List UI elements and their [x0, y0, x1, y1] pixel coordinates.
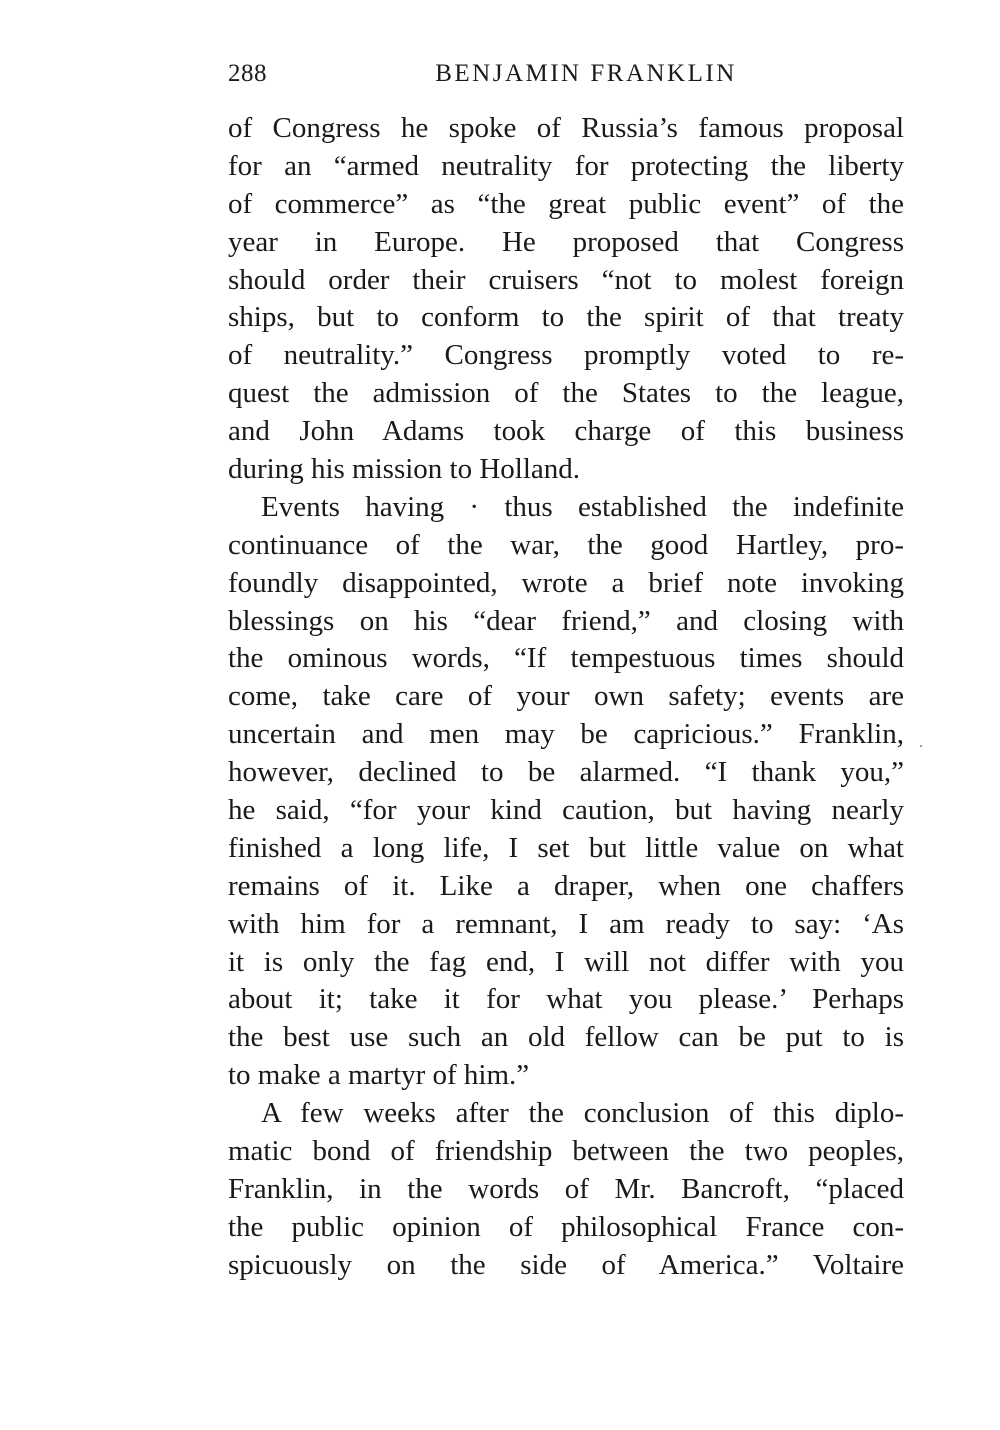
- text-line: continuance of the war, the good Hartley, pro-: [228, 528, 904, 561]
- text-line: remains of it. Like a draper, when one chaffers: [228, 869, 904, 902]
- text-line: the ominous words, “If tempestuous times should: [228, 642, 904, 675]
- text-line: however, declined to be alarmed. “I thank you,”: [228, 756, 904, 789]
- text-line: for an “armed neutrality for protecting the liberty: [228, 149, 904, 182]
- scan-speck: [920, 745, 922, 747]
- text-line: and John Adams took charge of this business: [228, 415, 904, 448]
- text-line: the best use such an old fellow can be put to is: [228, 1021, 904, 1054]
- text-line: to make a martyr of him.”: [228, 1059, 530, 1092]
- text-line: during his mission to Holland.: [228, 453, 581, 486]
- text-line: blessings on his “dear friend,” and closing with: [228, 604, 904, 637]
- text-line: ships, but to conform to the spirit of that treaty: [228, 301, 904, 334]
- text-line: come, take care of your own safety; events are: [228, 680, 904, 713]
- text-line: year in Europe. He proposed that Congress: [228, 225, 904, 258]
- running-head: [228, 60, 904, 90]
- text-line: the public opinion of philosophical France con-: [228, 1210, 904, 1243]
- text-line: spicuously on the side of America.” Voltaire: [228, 1248, 904, 1281]
- text-line: Franklin, in the words of Mr. Bancroft, “placed: [228, 1172, 904, 1205]
- text-line: Events having · thus established the indefinite: [261, 490, 904, 523]
- text-line: about it; take it for what you please.’ Perhaps: [228, 983, 904, 1016]
- text-line: should order their cruisers “not to molest foreign: [228, 263, 904, 296]
- text-line: with him for a remnant, I am ready to say: ‘As: [228, 907, 904, 940]
- text-line: he said, “for your kind caution, but having nearly: [228, 794, 904, 827]
- paragraph: [228, 1095, 904, 1284]
- paragraph: [228, 110, 904, 489]
- text-line: finished a long life, I set but little value on what: [228, 831, 904, 864]
- body-text: [228, 110, 904, 1285]
- paragraph: [228, 489, 904, 1095]
- text-line: foundly disappointed, wrote a brief note invoking: [228, 566, 904, 599]
- running-title: BENJAMIN FRANKLIN: [435, 60, 737, 87]
- text-line: matic bond of friendship between the two peoples,: [228, 1135, 904, 1168]
- text-line: quest the admission of the States to the league,: [228, 377, 904, 410]
- text-line: A few weeks after the conclusion of this diplo-: [261, 1097, 904, 1130]
- text-line: uncertain and men may be capricious.” Franklin,: [228, 718, 904, 751]
- text-line: it is only the fag end, I will not differ with you: [228, 945, 904, 978]
- book-page: [228, 60, 904, 1285]
- text-line: of Congress he spoke of Russia’s famous proposal: [228, 112, 904, 144]
- text-line: of neutrality.” Congress promptly voted to re-: [228, 339, 904, 372]
- text-line: of commerce” as “the great public event” of the: [228, 187, 904, 220]
- page-number: 288: [228, 60, 267, 87]
